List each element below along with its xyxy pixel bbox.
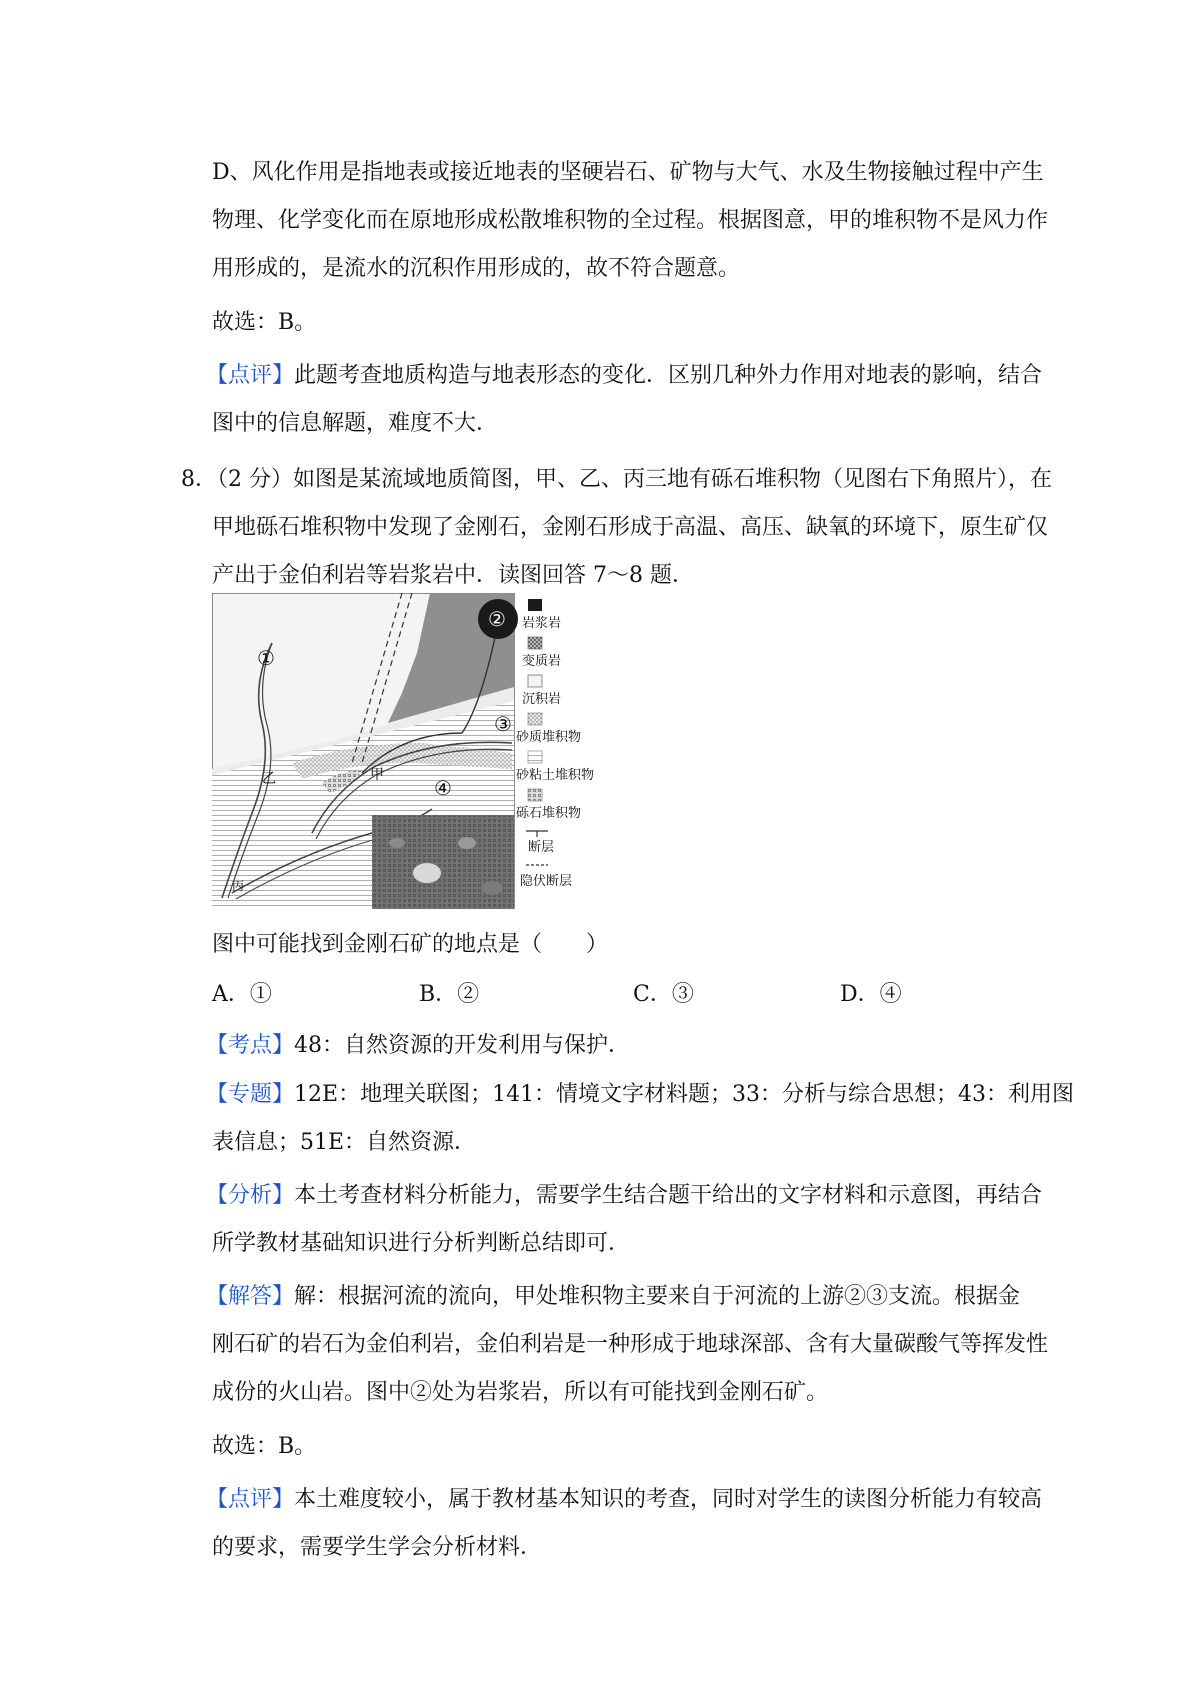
dianping-text-1: 本土难度较小，属于教材基本知识的考查，同时对学生的读图分析能力有较高 [294, 1487, 1043, 1512]
fenxi-tag: 【分析】 [206, 1183, 295, 1208]
place-label-jia: 甲 [370, 767, 384, 783]
option-a[interactable]: A．① [212, 982, 272, 1007]
site-label-2: ② [488, 607, 506, 631]
legend-swatch-gravel [528, 789, 542, 801]
prev-option-d-line-1: D、风化作用是指地表或接近地表的坚硬岩石、矿物与大气、水及生物接触过程中产生 [212, 160, 1044, 185]
answer: 故选：B。 [212, 1434, 317, 1459]
geology-map-figure [212, 593, 604, 909]
site-label-3: ③ [494, 712, 512, 736]
jieda-line-1 [206, 1282, 1020, 1312]
legend-label-magmatic: 岩浆岩 [522, 616, 562, 631]
jieda-line-3: 成份的火山岩。图中②处为岩浆岩，所以有可能找到金刚石矿。 [212, 1380, 829, 1405]
question-prompt: 图中可能找到金刚石矿的地点是（ ） [212, 932, 609, 957]
kaodian-text: 48：自然资源的开发利用与保护． [294, 1033, 631, 1058]
legend-swatch-magmatic [528, 599, 542, 611]
zhuanti-text-1: 12E：地理关联图；141：情境文字材料题；33：分析与综合思想；43：利用图 [294, 1082, 1075, 1107]
map-area [212, 593, 518, 909]
legend-label-fault: 断层 [528, 840, 555, 855]
fenxi-line-2: 所学教材基础知识进行分析判断总结即可． [212, 1231, 631, 1256]
prev-comment-line-1 [206, 361, 1042, 391]
legend-label-gravel: 砾石堆积物 [516, 806, 582, 821]
option-b[interactable]: B．② [419, 982, 480, 1007]
place-label-yi: 乙 [262, 771, 276, 787]
jieda-tag: 【解答】 [206, 1284, 295, 1309]
legend-swatch-sedimentary [528, 675, 542, 687]
prev-answer: 故选：B。 [212, 310, 317, 335]
fenxi-line-1 [206, 1181, 1042, 1211]
zhuanti-line-2: 表信息；51E：自然资源． [212, 1130, 477, 1155]
kaodian-line [206, 1031, 630, 1061]
option-c[interactable]: C．③ [633, 982, 694, 1007]
kaodian-tag: 【考点】 [206, 1033, 295, 1058]
legend-swatch-metamorphic [528, 637, 542, 649]
dianping-line-1 [206, 1485, 1042, 1515]
jieda-line-2: 刚石矿的岩石为金伯利岩，金伯利岩是一种形成于地球深部、含有大量碳酸气等挥发性 [212, 1332, 1049, 1357]
site-label-4: ④ [434, 776, 452, 800]
question-stem-line-2: 甲地砾石堆积物中发现了金刚石，金刚石形成于高温、高压、缺氧的环境下，原生矿仅 [212, 515, 1049, 540]
legend-label-sedimentary: 沉积岩 [522, 692, 562, 707]
geology-map-svg [212, 593, 604, 909]
legend-label-sandy: 砂质堆积物 [516, 730, 582, 745]
dianping-line-2: 的要求，需要学生学会分析材料． [212, 1535, 543, 1560]
fenxi-text-1: 本土考查材料分析能力，需要学生结合题干给出的文字材料和示意图，再结合 [294, 1183, 1043, 1208]
question-stem-line-1: 8．（2 分）如图是某流域地质简图，甲、乙、丙三地有砾石堆积物（见图右下角照片），在 [181, 467, 1052, 492]
zhuanti-tag: 【专题】 [206, 1082, 295, 1107]
jieda-text-1: 解：根据河流的流向，甲处堆积物主要来自于河流的上游②③支流。根据金 [294, 1284, 1021, 1309]
legend [516, 599, 594, 889]
legend-label-sandy-clay: 砂粘土堆积物 [516, 768, 595, 783]
option-d[interactable]: D．④ [840, 982, 902, 1007]
site-label-1: ① [257, 646, 275, 670]
legend-swatch-sandy [528, 713, 542, 725]
dianping-tag: 【点评】 [206, 1487, 295, 1512]
prev-comment-tag: 【点评】 [206, 363, 295, 388]
prev-comment-line-2: 图中的信息解题，难度不大． [212, 411, 499, 436]
legend-label-metamorphic: 变质岩 [522, 654, 562, 669]
question-stem-line-3: 产出于金伯利岩等岩浆岩中．读图回答 7～8 题． [212, 563, 694, 588]
place-label-bing: 丙 [232, 879, 245, 893]
legend-swatch-sandy-clay [528, 751, 542, 763]
zhuanti-line-1 [206, 1080, 1074, 1110]
prev-comment-text-1: 此题考查地质构造与地表形态的变化．区别几种外力作用对地表的影响，结合 [294, 363, 1043, 388]
legend-label-hidden-fault: 隐伏断层 [520, 874, 573, 889]
prev-option-d-line-3: 用形成的，是流水的沉积作用形成的，故不符合题意。 [212, 256, 741, 281]
prev-option-d-line-2: 物理、化学变化而在原地形成松散堆积物的全过程。根据图意，甲的堆积物不是风力作 [212, 208, 1049, 233]
